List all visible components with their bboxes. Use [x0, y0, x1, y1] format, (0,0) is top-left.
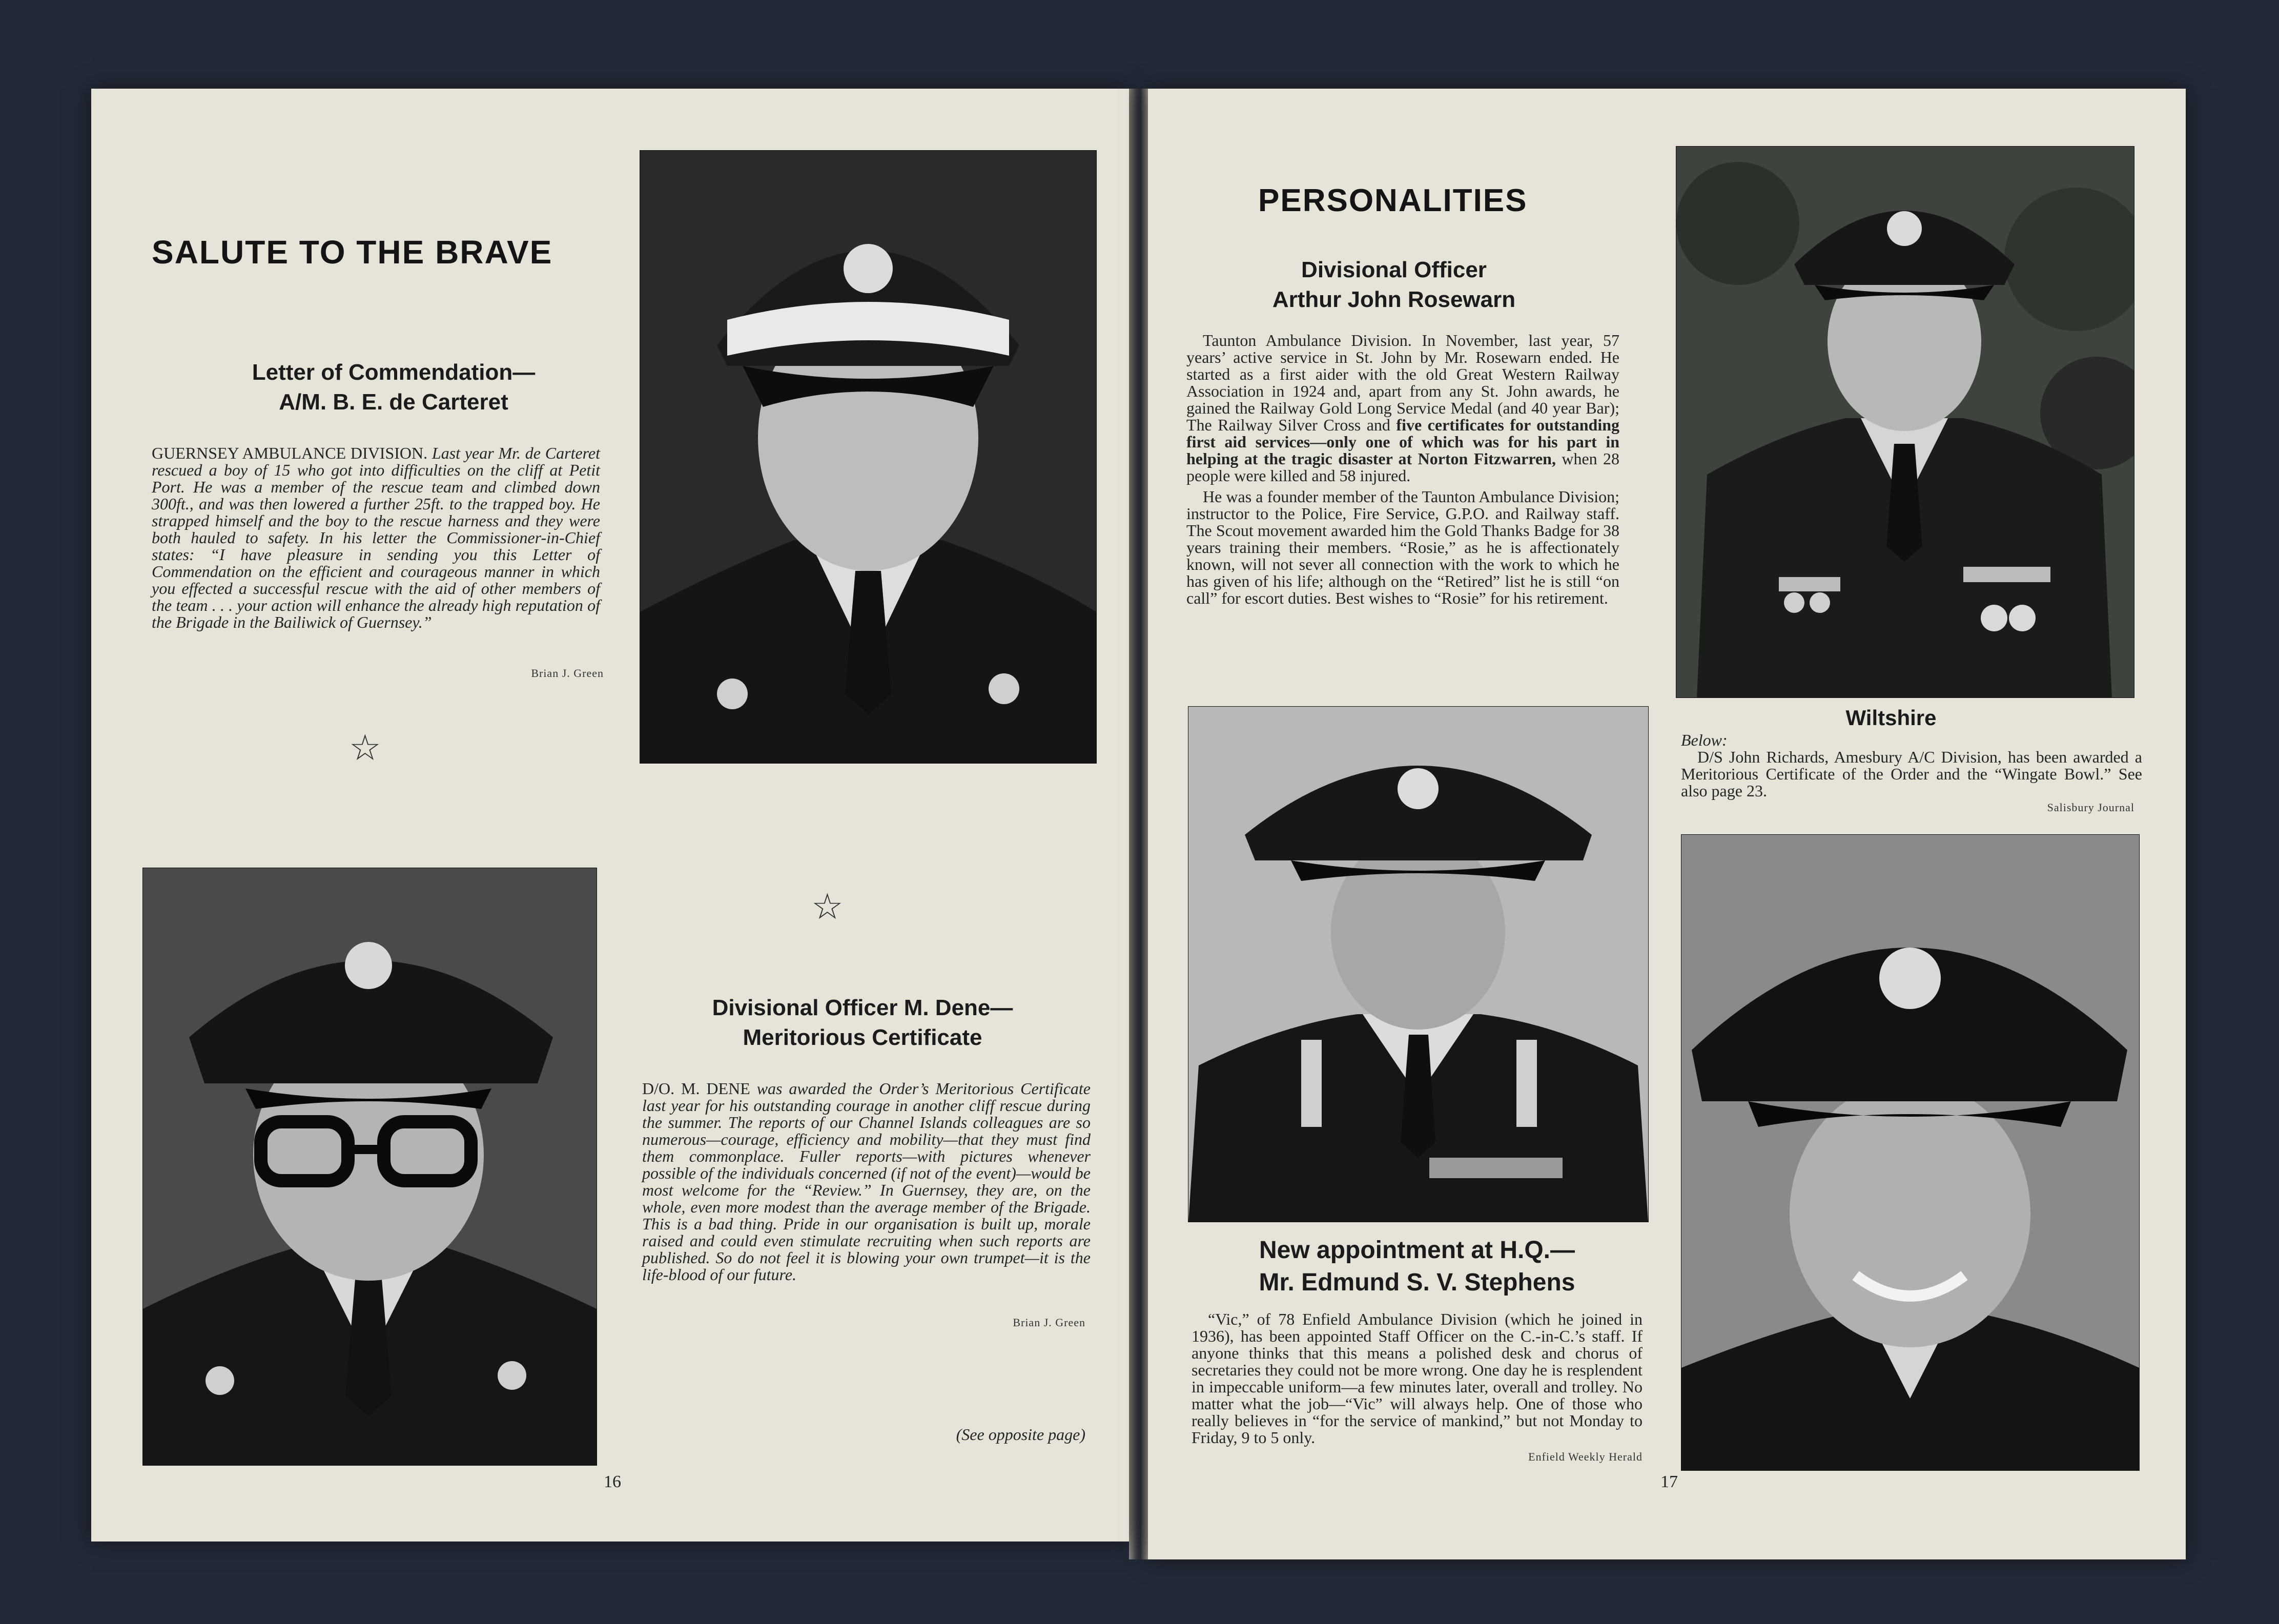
rosewarn-heading-line1: Divisional Officer [1301, 257, 1487, 282]
article1-credit: Brian J. Green [531, 667, 604, 680]
portrait-richards-graphic [1681, 835, 2139, 1470]
article1-text: Last year Mr. de Carteret rescued a boy of 15 who got into difficulties on the cliff at Petit Port. He was a member of the rescue team and climbed down 300ft., and was then lowered a further 25ft. to the trapped boy. He strapped himself and the boy to the rescue harness and they were both hauled to safety. In his letter the Commissioner-in-Chief states: “I have pleasure in sending you this Letter of Commendation on the efficient and courageous manner in which you effected a successful rescue with the aid of other members of the team . . . your action will enhance the already high reputation of the Brigade in the Bailiwick of Guernsey.” [152, 444, 601, 631]
article2-credit: Brian J. Green [1013, 1316, 1085, 1329]
article2-lead: D/O. M. DENE [642, 1079, 750, 1098]
photo-de-carteret [640, 150, 1097, 764]
article2-heading-line2: Meritorious Certificate [743, 1025, 982, 1051]
rosewarn-heading [1179, 255, 1609, 315]
stephens-body: “Vic,” of 78 Enfield Ambulance Division (which he joined in 1936), has been appointed Staff Officer on the C.-in-C.’s staff. If anyone thinks that this means a polished desk and chorus of secretaries they could not be more wrong. One day he is resplendent in impeccable uniform—a few minutes later, overall and trolley. No matter what the job—“Vic” will always help. One of those who really believes in “for the service of mankind,” but not Monday to Friday, 9 to 5 only. [1192, 1310, 1642, 1447]
portrait-rosewarn-graphic [1676, 147, 2134, 697]
article2-text: was awarded the Order’s Meritorious Certificate last year for his outstanding courage in another cliff rescue during the summer. The reports of our Channel Islands colleagues are so numerous—courage, efficiency and mobility—that they must find them commonplace. Fuller reports—with pictures whenever possible of the individuals concerned (if not of the event)—would be most welcome for the “Review.” In Guernsey, they are, on the whole, even more modest than the average member of the Brigade. This is a bad thing. Pride in our organisation is built up, morale raised and could even stimulate recruiting when such reports are published. So do not feel it is blowing your own trumpet—it is the life-blood of our future. [642, 1079, 1091, 1284]
article2-body [642, 1080, 1091, 1283]
star-ornament-middle: ☆ [811, 888, 844, 927]
article1-heading-line2: A/M. B. E. de Carteret [279, 389, 508, 415]
right-page [1148, 89, 2186, 1559]
page-number-left: 16 [604, 1472, 621, 1491]
rosewarn-para1-start: Taunton Ambulance Division. In November, last year, 57 years’ active service in St. John by Mr. Rosewarn ended. He started as a first aider with the old Great Western Railway Association in 1924 and, apart from any St. John awards, he gained the Railway Gold Long Service Medal (and 40 year Bar); The Railway Silver Cross and [1186, 331, 1619, 434]
page-number-right: 17 [1660, 1472, 1678, 1491]
wiltshire-heading: Wiltshire [1845, 706, 1937, 730]
rosewarn-paragraph-1 [1186, 332, 1619, 484]
article2-heading [642, 993, 1083, 1053]
portrait-dene-graphic [143, 868, 597, 1465]
stephens-credit: Enfield Weekly Herald [1528, 1450, 1642, 1463]
photo-dene [142, 868, 597, 1466]
rosewarn-paragraph-2: He was a founder member of the Taunton Ambulance Division; instructor to the Police, Fire Service, G.P.O. and Railway staff. The Scout movement awarded him the Gold Thanks Badge for 38 years training their members. “Rosie,” as he is affectionately known, will not sever all connection with the work to which he has given of his life; although on the “Retired” list he is still “on call” for escort duties. Best wishes to “Rosie” for his retirement. [1186, 487, 1619, 607]
article2-heading-line1: Divisional Officer M. Dene— [712, 995, 1013, 1020]
star-ornament-left: ☆ [349, 729, 381, 768]
left-page [91, 89, 1129, 1541]
article1-heading [153, 358, 634, 417]
see-opposite-page: (See opposite page) [956, 1425, 1085, 1444]
rosewarn-para1-end: when 28 people were killed and 58 injured. [1186, 449, 1620, 485]
rosewarn-para1-bold: five certificates for outstanding first aid services—only one of which was for his part in helping at the tragic disaster at Norton Fitzwarren, [1186, 416, 1620, 468]
rosewarn-body [1186, 332, 1619, 607]
stephens-heading [1192, 1234, 1642, 1299]
portrait-de-carteret-graphic [640, 151, 1096, 763]
headline-personalities: PERSONALITIES [1258, 183, 1528, 218]
portrait-stephens-graphic [1188, 707, 1648, 1222]
photo-rosewarn [1676, 146, 2134, 698]
photo-richards [1681, 834, 2140, 1471]
article1-lead: GUERNSEY AMBULANCE DIVISION. [152, 444, 428, 462]
rosewarn-heading-line2: Arthur John Rosewarn [1272, 287, 1516, 313]
headline-salute: SALUTE TO THE BRAVE [152, 234, 553, 271]
wiltshire-text: D/S John Richards, Amesbury A/C Division, has been awarded a Meritorious Certificate of the Order and the “Wingate Bowl.” See also page 23. [1681, 748, 2142, 800]
wiltshire-below-label: Below: [1681, 731, 1728, 749]
wiltshire-body [1681, 732, 2142, 799]
spine-gutter [1129, 89, 1148, 1559]
stephens-heading-line1: New appointment at H.Q.— [1259, 1237, 1575, 1264]
stephens-heading-line2: Mr. Edmund S. V. Stephens [1259, 1269, 1575, 1297]
photo-stephens [1188, 706, 1649, 1222]
wiltshire-credit: Salisbury Journal [2047, 801, 2134, 814]
article1-heading-line1: Letter of Commendation— [252, 360, 536, 385]
article1-body [152, 445, 600, 631]
